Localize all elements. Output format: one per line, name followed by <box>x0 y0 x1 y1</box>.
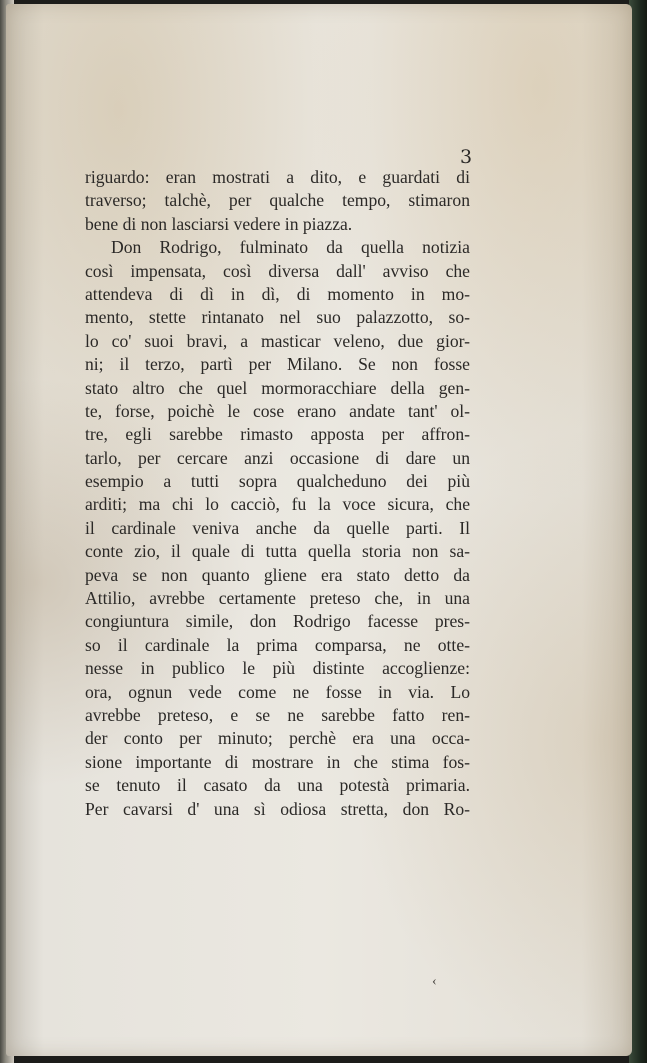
text-line: conte zio, il quale di tutta quella storia non sa- <box>85 541 470 562</box>
text-line: tarlo, per cercare anzi occasione di dare un <box>85 447 470 468</box>
text-line: congiuntura simile, don Rodrigo facesse pres- <box>85 611 470 632</box>
text-line: ora, ognun vede come ne fosse in via. Lo <box>85 681 470 702</box>
text-line: se tenuto il casato da una potestà primaria. <box>85 775 470 796</box>
text-line: stato altro che quel mormoracchiare della gen- <box>85 377 470 398</box>
text-line: lo co' suoi bravi, a masticar veleno, due gior- <box>85 330 470 351</box>
text-line: Don Rodrigo, fulminato da quella notizia <box>111 237 470 258</box>
text-line: bene di non lasciarsi vedere in piazza. <box>85 213 353 234</box>
page-number: 3 <box>460 146 473 168</box>
text-line: mento, stette rintanato nel suo palazzotto, so- <box>85 307 470 328</box>
stray-ink-mark: ‹ <box>432 974 437 989</box>
text-line: sione importante di mostrare in che stima fos- <box>85 751 470 772</box>
body-text <box>85 166 470 821</box>
text-line: tre, egli sarebbe rimasto apposta per affron- <box>85 424 470 445</box>
text-line: avrebbe preteso, e se ne sarebbe fatto ren- <box>85 704 470 725</box>
text-line: der conto per minuto; perchè era una occa- <box>85 728 470 749</box>
paper-sheet <box>6 4 632 1056</box>
text-line: ni; il terzo, partì per Milano. Se non fosse <box>85 354 470 375</box>
text-line: traverso; talchè, per qualche tempo, stimaron <box>85 190 470 211</box>
text-line: attendeva di dì in dì, di momento in mo- <box>85 283 470 304</box>
text-line: arditi; ma chi lo cacciò, fu la voce sicura, che <box>85 494 470 515</box>
text-line: così impensata, così diversa dall' avviso che <box>85 260 470 281</box>
text-line: nesse in publico le più distinte accoglienze: <box>85 658 470 679</box>
text-line: Per cavarsi d' una sì odiosa stretta, don Ro- <box>85 798 470 819</box>
text-line: riguardo: eran mostrati a dito, e guardati di <box>85 167 470 187</box>
text-line: so il cardinale la prima comparsa, ne otte- <box>85 634 470 655</box>
text-line: te, forse, poichè le cose erano andate tant' ol- <box>85 400 470 421</box>
text-line: Attilio, avrebbe certamente preteso che, in una <box>85 588 470 609</box>
text-line: il cardinale veniva anche da quelle parti. Il <box>85 517 470 538</box>
text-line: peva se non quanto gliene era stato detto da <box>85 564 470 585</box>
text-line: esempio a tutti sopra qualcheduno dei più <box>85 471 470 492</box>
